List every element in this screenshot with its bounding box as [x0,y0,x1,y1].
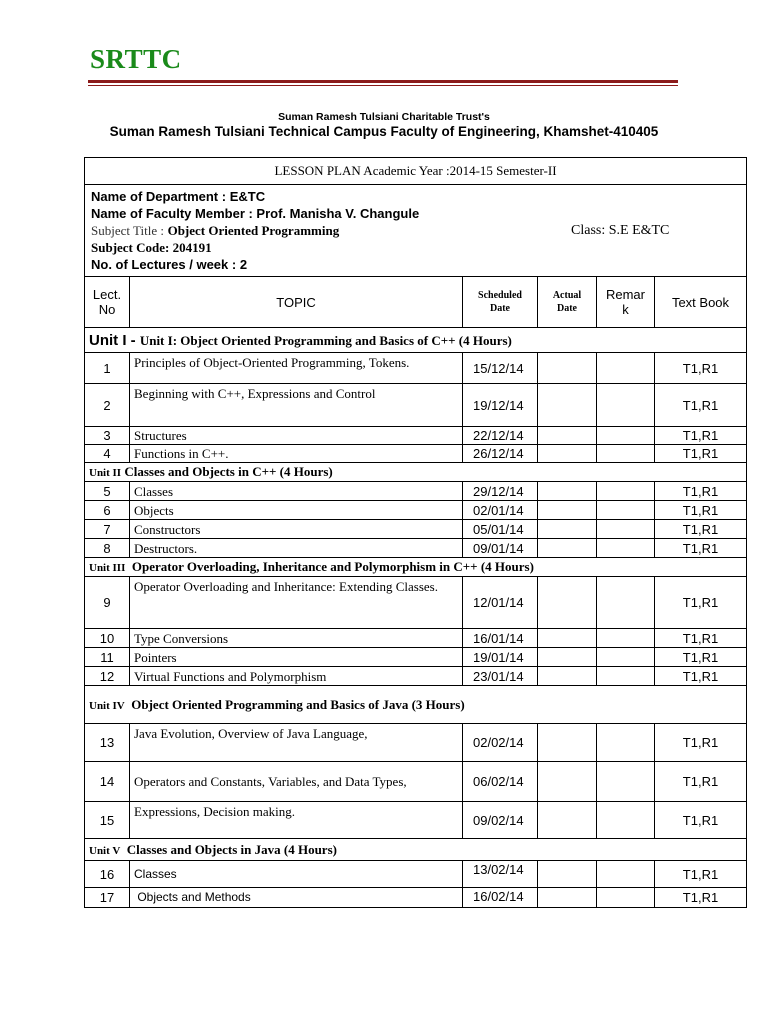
col-text-book: Text Book [655,277,747,328]
table-row: 16 Classes 13/02/14 T1,R1 [85,861,747,888]
subject-title-line [91,222,740,239]
subject-title-label: Subject Title : [91,223,164,238]
table-row: 4 Functions in C++. 26/12/14 T1,R1 [85,445,747,463]
header-rule-thin [88,85,678,86]
table-row: 5 Classes 29/12/14 T1,R1 [85,482,747,501]
faculty-line: Name of Faculty Member : Prof. Manisha V. Changule [91,206,420,221]
institute-logo: SRTTC [90,44,182,74]
subject-code-line: Subject Code: 204191 [91,240,212,255]
table-row: 1 Principles of Object-Oriented Programming, Tokens. 15/12/14 T1,R1 [85,353,747,384]
col-lect-no: Lect. No [85,277,130,328]
subject-title-value: Object Oriented Programming [167,223,340,238]
table-row: 17 Objects and Methods 16/02/14 T1,R1 [85,888,747,908]
table-row: 12 Virtual Functions and Polymorphism 23/01/14 T1,R1 [85,667,747,686]
lesson-plan-table [84,157,747,908]
table-row: 2 Beginning with C++, Expressions and Control 19/12/14 T1,R1 [85,384,747,427]
unit-heading: Unit III Operator Overloading, Inheritance and Polymorphism in C++ (4 Hours) [85,558,747,577]
header-rule-thick [88,80,678,83]
column-header-row [85,277,747,328]
table-row: 10 Type Conversions 16/01/14 T1,R1 [85,629,747,648]
table-row: 6 Objects 02/01/14 T1,R1 [85,501,747,520]
table-row: 13 Java Evolution, Overview of Java Language, 02/02/14 T1,R1 [85,724,747,762]
col-actual-date: Actual Date [538,277,597,328]
table-row: 15 Expressions, Decision making. 09/02/14 T1,R1 [85,802,747,839]
department-line: Name of Department : E&TC [91,189,266,204]
lectures-line: No. of Lectures / week : 2 [91,257,248,272]
table-row: 7 Constructors 05/01/14 T1,R1 [85,520,747,539]
col-remark: Remar k [597,277,655,328]
unit-heading: Unit IV Object Oriented Programming and Basics of Java (3 Hours) [85,686,747,724]
table-row: 14 Operators and Constants, Variables, and Data Types, 06/02/14 T1,R1 [85,762,747,802]
class-label: Class: S.E E&TC [571,223,670,238]
unit-heading: Unit II Classes and Objects in C++ (4 Hours) [85,463,747,482]
table-row: 11 Pointers 19/01/14 T1,R1 [85,648,747,667]
campus-name: Suman Ramesh Tulsiani Technical Campus Faculty of Engineering, Khamshet-410405 [109,124,659,139]
trust-name: Suman Ramesh Tulsiani Charitable Trust's [278,111,490,123]
table-row: 9 Operator Overloading and Inheritance: Extending Classes. 12/01/14 T1,R1 [85,577,747,629]
col-topic: TOPIC [130,277,463,328]
unit-heading: Unit V Classes and Objects in Java (4 Hours) [85,839,747,861]
col-scheduled-date: Scheduled Date [463,277,538,328]
table-row: 8 Destructors. 09/01/14 T1,R1 [85,539,747,558]
course-info [85,185,747,277]
table-row: 3 Structures 22/12/14 T1,R1 [85,427,747,445]
unit-heading: Unit I - Unit I: Object Oriented Programming and Basics of C++ (4 Hours) [85,328,747,353]
plan-title: LESSON PLAN Academic Year :2014-15 Semester-II [85,158,747,185]
